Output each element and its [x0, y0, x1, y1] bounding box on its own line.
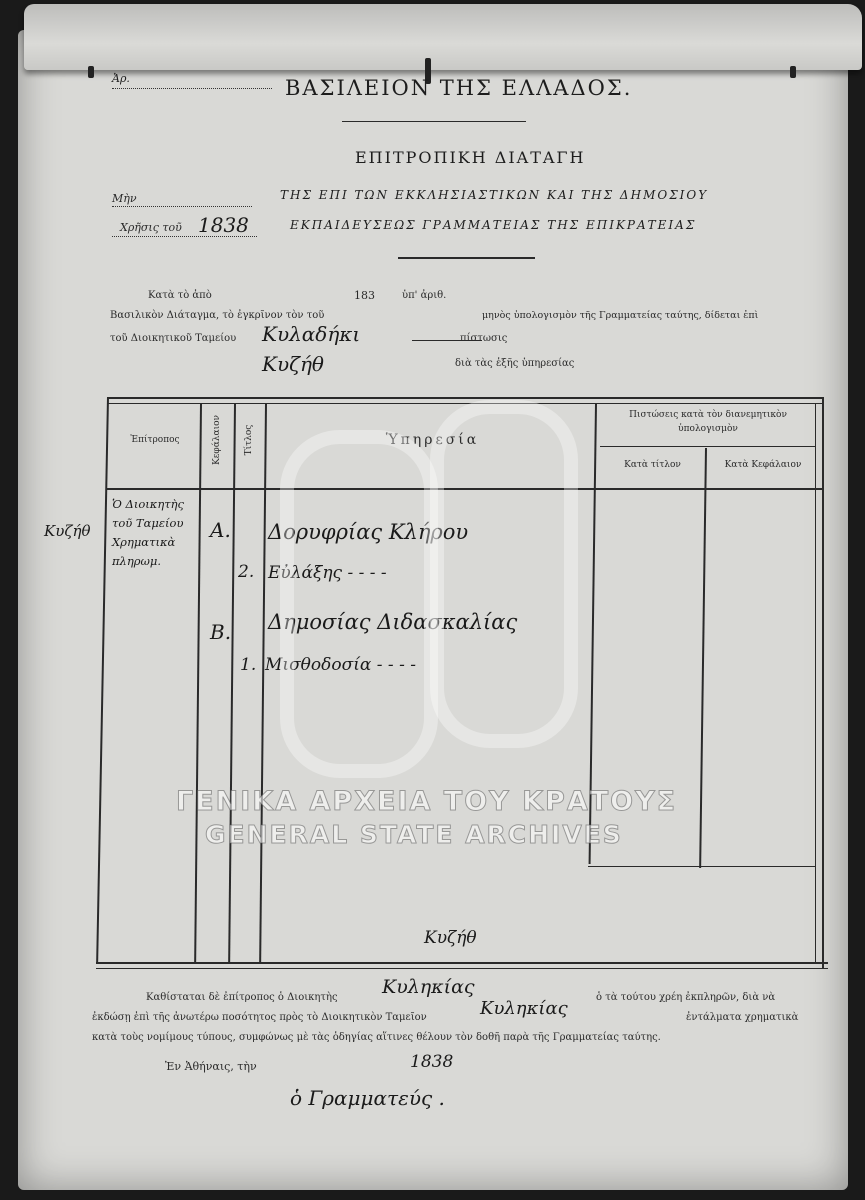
credit-label: πίστωσις	[460, 333, 508, 344]
row1-service: Δορυφρίας Κλήρου	[268, 520, 469, 544]
table-bottom-border-inner	[96, 968, 828, 969]
binding-hole	[790, 66, 796, 78]
row3-kefalaion: Β.	[210, 620, 232, 644]
year-label: Χρῆσις τοῦ	[120, 221, 182, 234]
footer-treasury-hand-1: Κυληκίας	[382, 976, 475, 998]
footer-place-date: Ἐν Ἀθήναις, τὴν	[165, 1060, 257, 1073]
footer-line1-b: ὁ τὰ τούτου χρέη ἐκπληρῶν, διὰ νὰ	[596, 992, 776, 1003]
intro-line3-a: τοῦ Διοικητικοῦ Ταμείου	[110, 333, 237, 344]
row3-service: Δημοσίας Διδασκαλίας	[268, 610, 518, 634]
intro-line4-b: διὰ τὰς ἑξῆς ὑπηρεσίας	[455, 358, 575, 369]
month-label: Μὴν	[112, 192, 137, 205]
row2-service: Εὐλάξης - - - -	[268, 563, 387, 583]
watermark-english: GENERAL STATE ARCHIVES	[205, 820, 623, 849]
header-ypiresia: Ὑπηρεσία	[385, 432, 480, 448]
table-bottom-border	[96, 962, 828, 964]
footer-treasury-hand-2: Κυληκίας	[480, 998, 568, 1019]
treasury-name-handwritten: Κυλαδήκι	[262, 322, 361, 346]
archive-logo-watermark	[430, 400, 578, 748]
number-dotted-line	[112, 88, 272, 89]
row1-kefalaion: Α.	[210, 518, 231, 542]
header-rule	[342, 121, 526, 122]
row4-titlos: 1.	[240, 655, 257, 675]
footer-line2-a: ἐκδώσῃ ἐπὶ τῆς ἀνωτέρω ποσότητος πρὸς τὸ Διοικητικὸν Ταμεῖον	[92, 1012, 427, 1023]
header-kata-kefalaion: Κατὰ Κεφάλαιον	[724, 460, 802, 470]
month-dotted-line	[112, 206, 252, 207]
footer-line1-a: Καθίσταται δὲ ἐπίτροπος ὁ Διοικητὴς	[146, 992, 338, 1003]
ministry-line-1: ΤΗΣ ΕΠΙ ΤΩΝ ΕΚΚΛΗΣΙΑΣΤΙΚΩΝ ΚΑΙ ΤΗΣ ΔΗΜΟΣΙΟΥ	[280, 188, 709, 202]
row4-service: Μισθοδοσία - - - -	[265, 655, 416, 675]
table-top-border	[107, 397, 823, 399]
year-dotted-line	[112, 236, 257, 237]
intro-line2-a: Βασιλικὸν Διάταγμα, τὸ ἐγκρῖνον τὸν τοῦ	[110, 310, 325, 321]
credit-handwritten: Κυζήθ	[262, 352, 324, 376]
watermark-greek: ΓΕΝΙΚΑ ΑΡΧΕΙΑ ΤΟΥ ΚΡΑΤΟΥΣ	[176, 786, 678, 817]
pistoseis-subheader-line	[600, 446, 816, 447]
header-epitropos: Ἐπίτροπος	[130, 435, 180, 445]
header-kefalaion: Κεφάλαιον	[212, 415, 222, 465]
pistoseis-subtotal-line	[588, 866, 816, 867]
footer-line3: κατὰ τοὺς νομίμους τύπους, συμφώνως μὲ τὰς ὁδηγίας αἵτινες θέλουν τὸν δοθῆ παρὰ τῆς Γραμματείας ταύτης.	[92, 1032, 661, 1043]
margin-note: Κυζήθ	[44, 522, 91, 540]
number-label: Ἀρ.	[112, 72, 130, 85]
document-title: ΕΠΙΤΡΟΠΙΚΗ ΔΙΑΤΑΓΗ	[355, 148, 586, 167]
header-titlos-wrap	[224, 424, 274, 456]
epitropos-handwritten: Ὁ Διοικητὴς τοῦ Ταμείου Χρηματικὰ πληρωμ.	[112, 497, 184, 568]
intro-year-prefix: 183	[354, 289, 375, 302]
header-pistoseis: Πιστώσεις κατὰ τὸν διανεμητικὸν ὑπολογισμὸν	[629, 410, 787, 434]
binding-hole	[88, 66, 94, 78]
title-rule	[398, 257, 535, 259]
table-top-border-inner	[107, 403, 823, 404]
row2-titlos: 2.	[238, 562, 255, 582]
header-titlos: Τίτλος	[244, 424, 254, 456]
intro-number-label: ὑπ' ἀριθ.	[402, 290, 447, 301]
footer-year: 1838	[410, 1052, 454, 1072]
intro-line1-a: Κατὰ τὸ ἀπὸ	[148, 290, 212, 301]
intro-line2-b: μηνὸς ὑπολογισμὸν τῆς Γραμματείας ταύτης, δίδεται ἐπὶ	[482, 310, 759, 321]
archive-logo-watermark	[280, 430, 438, 778]
fiscal-year: 1838	[198, 213, 249, 237]
bottom-handwritten: Κυζήθ	[424, 928, 477, 948]
ministry-line-2: ΕΚΠΑΙΔΕΥΣΕΩΣ ΓΡΑΜΜΑΤΕΙΑΣ ΤΗΣ ΕΠΙΚΡΑΤΕΙΑΣ	[290, 218, 697, 232]
folded-page-edge	[24, 4, 862, 70]
kingdom-title: ΒΑΣΙΛΕΙΟΝ ΤΗΣ ΕΛΛΑΔΟΣ.	[285, 76, 633, 100]
header-kata-titlon: Κατὰ τίτλον	[624, 460, 681, 470]
footer-line2-b: ἐντάλματα χρηματικὰ	[686, 1012, 799, 1023]
table-right-border	[822, 397, 824, 969]
secretary-signature: ὁ Γραμματεύς .	[290, 1086, 445, 1110]
